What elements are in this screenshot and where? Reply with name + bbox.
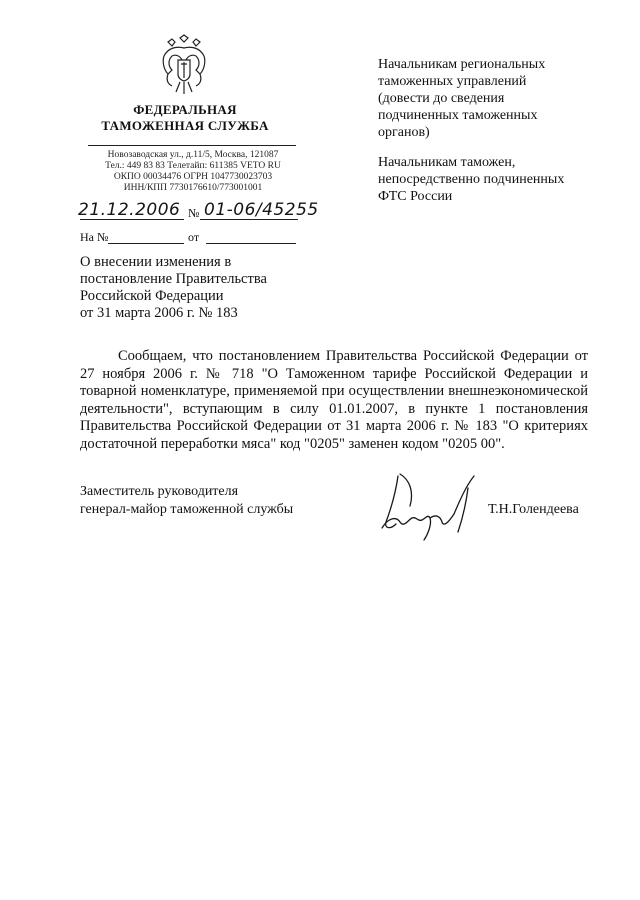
addressee-line: подчиненных таможенных	[378, 108, 538, 123]
contact-okpo-ogrn: ОКПО 00034476 ОГРН 1047730023703	[113, 172, 273, 182]
signatory-position-line1: Заместитель руководителя	[80, 484, 239, 499]
signatory-name: Т.Н.Голендеева	[488, 502, 579, 517]
contact-phone: Тел.: 449 83 83 Телетайп: 611385 VETO RU	[105, 161, 281, 171]
reference-date-blank	[206, 243, 296, 244]
subject-line: О внесении изменения в	[80, 254, 232, 270]
handwritten-signature	[370, 470, 482, 546]
header-divider	[88, 145, 296, 146]
addressee-line: органов)	[378, 125, 430, 140]
signatory-position-line2: генерал-майор таможенной службы	[80, 502, 294, 517]
reference-number-blank	[108, 243, 184, 244]
subject-line: постановление Правительства	[80, 271, 267, 287]
reference-date-label: от	[188, 230, 200, 244]
subject-line: Российской Федерации	[80, 288, 224, 304]
addressee-line: Начальникам таможен,	[378, 155, 516, 170]
addressee-line: таможенных управлений	[378, 74, 527, 89]
addressee-line: (довести до сведения	[378, 91, 505, 106]
organization-name-line2: ТАМОЖЕННАЯ СЛУЖБА	[101, 118, 269, 133]
reference-number-label: На №	[80, 230, 109, 244]
addressee-line: ФТС России	[378, 189, 453, 204]
registration-number-underline	[200, 219, 298, 220]
letter-body-paragraph: Сообщаем, что постановлением Правительства Российской Федерации от 27 ноября 2006 г. № 718 "О Таможенном тарифе Российской Федерации и товарной номенклатуре, применяемой при осуществлении внешнеэкономической деятельности", вступающим в силу 01.01.2007, в пункте 1 постановления Правительства Российской Федерации от 31 марта 2006 г. № 183 "О критериях достаточной переработки мяса" код "0205" заменен кодом "0205 00".	[80, 348, 588, 452]
registration-date: 21.12.2006	[78, 200, 181, 220]
registration-date-underline	[80, 219, 184, 220]
registration-number-label: №	[188, 206, 200, 220]
subject-line: от 31 марта 2006 г. № 183	[80, 305, 238, 321]
contact-inn-kpp: ИНН/КПП 7730176610/773001001	[123, 183, 263, 193]
double-headed-eagle-emblem-icon	[158, 34, 210, 96]
contact-address: Новозаводская ул., д.11/5, Москва, 121087	[107, 150, 279, 160]
organization-name-line1: ФЕДЕРАЛЬНАЯ	[133, 102, 237, 117]
addressee-line: Начальникам региональных	[378, 57, 546, 72]
addressee-line: непосредственно подчиненных	[378, 172, 565, 187]
registration-number: 01-06/45255	[204, 200, 319, 220]
